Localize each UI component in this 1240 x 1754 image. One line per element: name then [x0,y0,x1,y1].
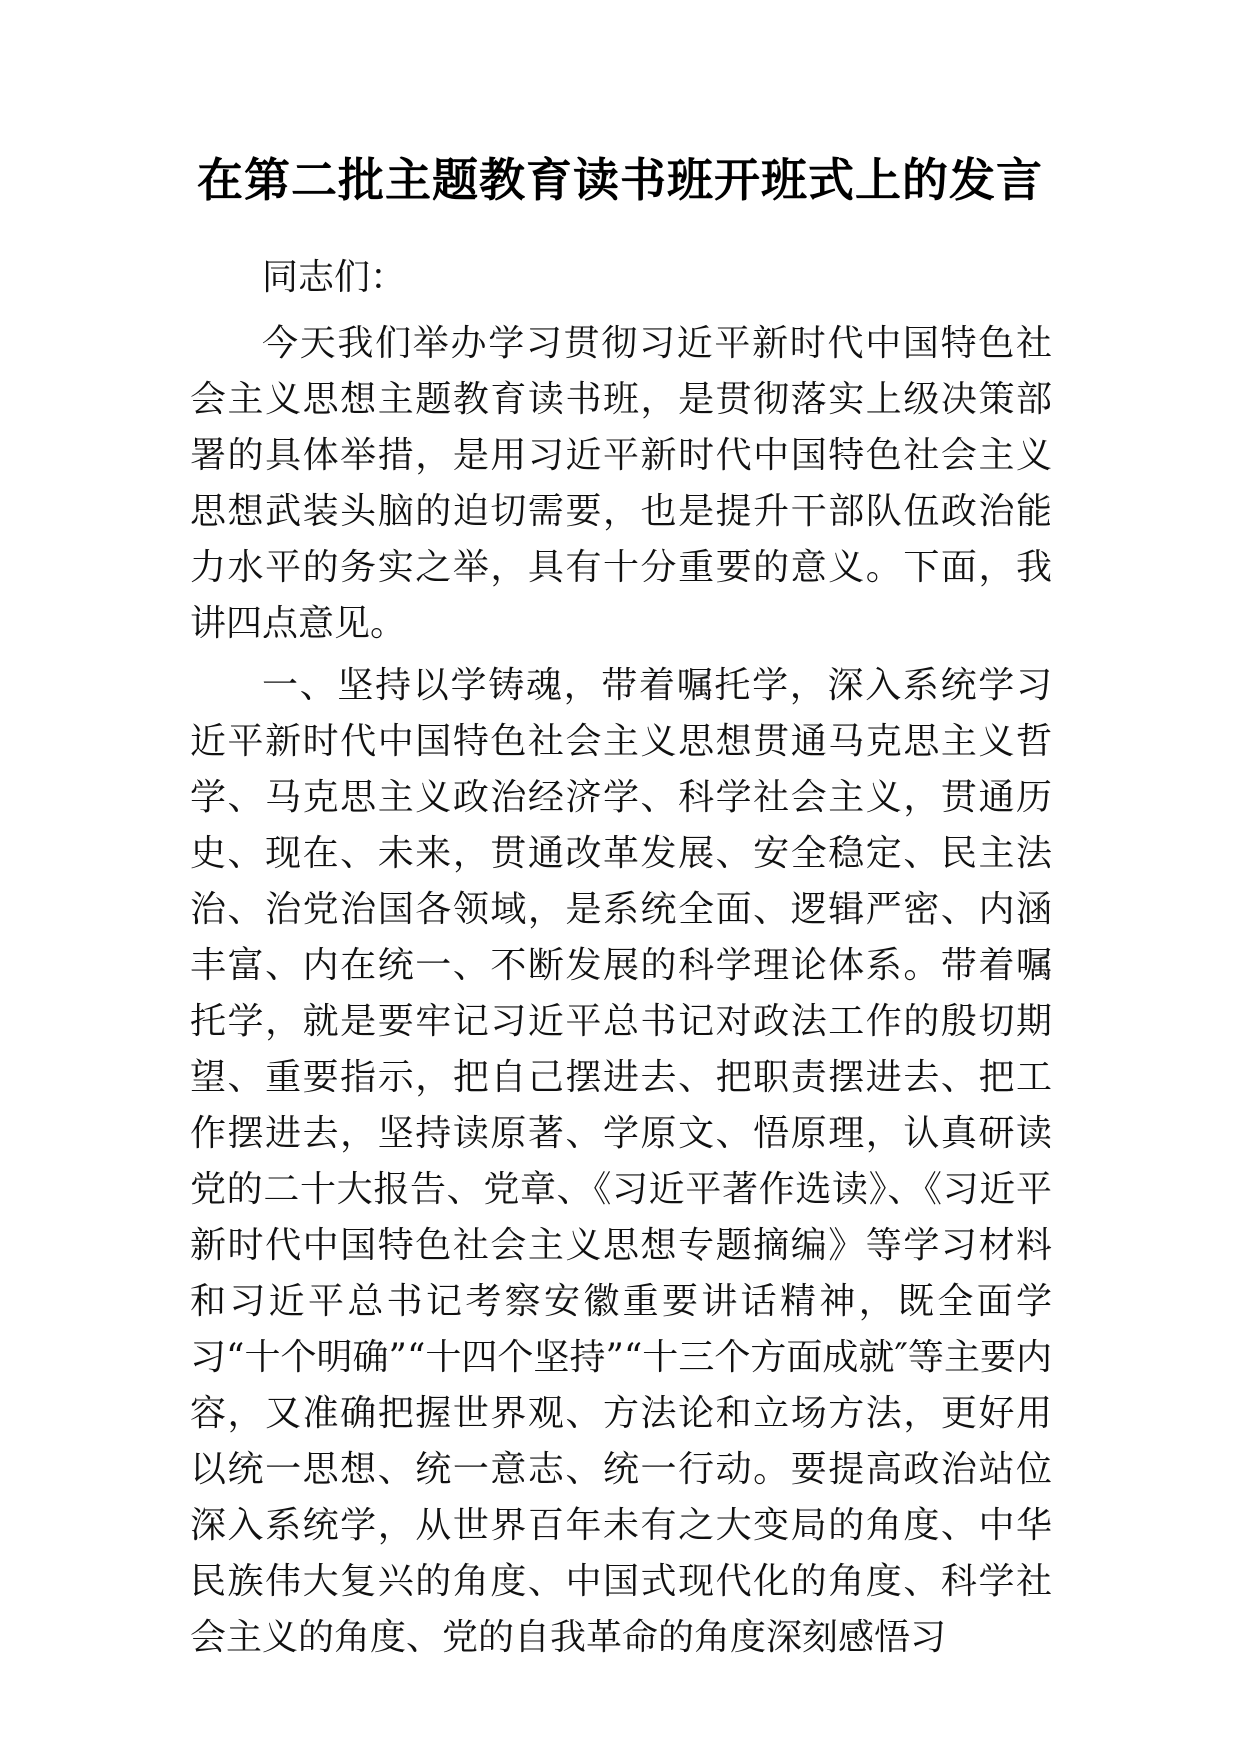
paragraph-intro: 今天我们举办学习贯彻习近平新时代中国特色社会主义思想主题教育读书班，是贯彻落实上级决策部署的具体举措，是用习近平新时代中国特色社会主义思想武装头脑的迫切需要，也是提升干部队伍政治能力水平的务实之举，具有十分重要的意义。下面，我讲四点意见。 [190,323,1052,644]
document-title: 在第二批主题教育读书班开班式上的发言 [197,153,1043,207]
paragraph-point-one: 一、坚持以学铸魂，带着嘱托学，深入系统学习近平新时代中国特色社会主义思想贯通马克思主义哲学、马克思主义政治经济学、科学社会主义，贯通历史、现在、未来，贯通改革发展、安全稳定、民主法治、治党治国各领域，是系统全面、逻辑严密、内涵丰富、内在统一、不断发展的科学理论体系。带着嘱托学，就是要牢记习近平总书记对政法工作的殷切期望、重要指示，把自己摆进去、把职责摆进去、把工作摆进去，坚持读原著、学原文、悟原理，认真研读党的二十大报告、党章、《习近平著作选读》、《习近平新时代中国特色社会主义思想专题摘编》等学习材料和习近平总书记考察安徽重要讲话精神，既全面学习“十个明确”“十四个坚持”“十三个方面成就″等主要内容，又准确把握世界观、方法论和立场方法，更好用以统一思想、统一意志、统一行动。要提高政治站位深入系统学，从世界百年未有之大变局的角度、中华民族伟大复兴的角度、中国式现代化的角度、科学社会主义的角度、党的自我革命的角度深刻感悟习 [190,665,1052,1658]
document-body [190,250,1052,1672]
salutation: 同志们： [262,257,407,298]
